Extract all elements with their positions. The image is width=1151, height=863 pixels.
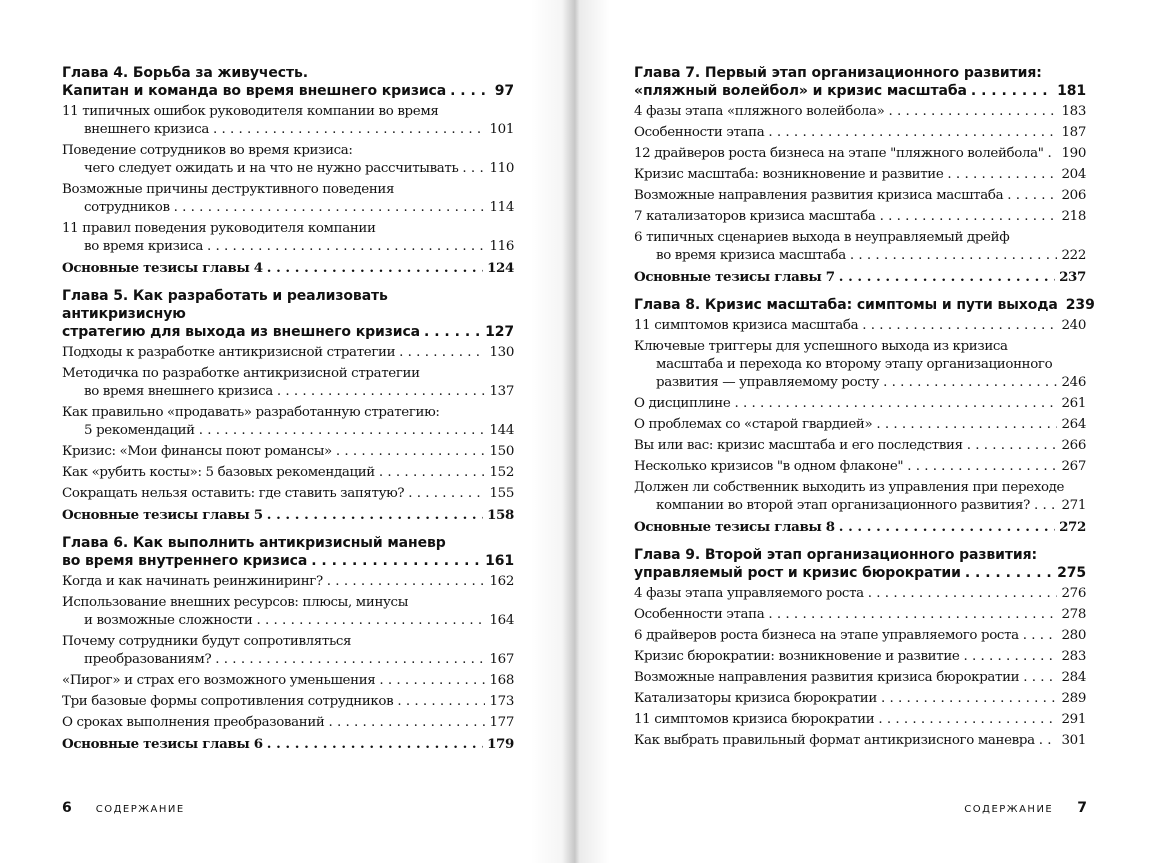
entry-page-number: 289 bbox=[1061, 691, 1086, 706]
entry-page-number: 101 bbox=[489, 122, 514, 137]
toc-entry bbox=[634, 208, 1086, 226]
dot-leader bbox=[1023, 627, 1058, 645]
entry-row bbox=[62, 199, 514, 217]
entry-row bbox=[62, 443, 514, 461]
toc-entry bbox=[62, 672, 514, 690]
dot-leader bbox=[734, 395, 1057, 413]
dot-leader bbox=[1048, 145, 1058, 163]
chapter-title-line: Глава 8. Кризис масштаба: симптомы и пути выхода bbox=[634, 297, 1058, 313]
entry-row bbox=[634, 208, 1086, 226]
page-number: 6 bbox=[62, 800, 72, 816]
entry-row bbox=[62, 693, 514, 711]
dot-leader bbox=[215, 651, 485, 669]
running-head: СОДЕРЖАНИЕ bbox=[95, 804, 185, 815]
dot-leader bbox=[1039, 732, 1058, 750]
chapter-title-row bbox=[62, 323, 514, 341]
entry-line: масштаба и перехода ко второму этапу организационного bbox=[656, 357, 1053, 372]
entry-line: Подходы к разработке антикризисной стратегии bbox=[62, 345, 396, 360]
dot-leader bbox=[174, 199, 486, 217]
entry-line: Как «рубить косты»: 5 базовых рекомендаций bbox=[62, 465, 375, 480]
entry-page-number: 206 bbox=[1061, 188, 1086, 203]
entry-line: Поведение сотрудников во время кризиса: bbox=[62, 143, 353, 158]
toc-entry bbox=[62, 404, 514, 440]
entry-line: преобразованиям? bbox=[84, 652, 212, 667]
entry-line: Как выбрать правильный формат антикризисного маневра bbox=[634, 733, 1035, 748]
entry-line: «Пирог» и страх его возможного уменьшения bbox=[62, 673, 376, 688]
entry-row bbox=[634, 585, 1086, 603]
toc-summary-entry bbox=[62, 735, 514, 753]
dot-leader bbox=[267, 259, 483, 277]
chapter-title-line: Глава 4. Борьба за живучесть. bbox=[62, 65, 308, 81]
toc-entry bbox=[62, 693, 514, 711]
dot-leader bbox=[883, 374, 1057, 392]
entry-page-number: 110 bbox=[489, 161, 514, 176]
entry-page-number: 144 bbox=[489, 423, 514, 438]
entry-row bbox=[62, 573, 514, 591]
dot-leader bbox=[880, 208, 1058, 226]
entry-page-number: 271 bbox=[1061, 498, 1086, 513]
toc-entry bbox=[634, 606, 1086, 624]
entry-row bbox=[62, 238, 514, 256]
chapter-title-line: «пляжный волейбол» и кризис масштаба bbox=[634, 83, 967, 99]
entry-line: Когда и как начинать реинжиниринг? bbox=[62, 574, 323, 589]
chapter-page-number: 127 bbox=[485, 324, 514, 340]
entry-line: 7 катализаторов кризиса масштаба bbox=[634, 209, 876, 224]
toc-entry bbox=[634, 229, 1086, 265]
entry-line: О сроках выполнения преобразований bbox=[62, 715, 325, 730]
toc-chapter bbox=[62, 64, 514, 277]
dot-leader bbox=[462, 160, 485, 178]
chapter-title-line: во время внутреннего кризиса bbox=[62, 553, 308, 569]
entry-line: 6 драйверов роста бизнеса на этапе управляемого роста bbox=[634, 628, 1019, 643]
entry-row bbox=[634, 317, 1086, 335]
chapter-heading bbox=[62, 64, 514, 100]
toc-entry bbox=[62, 594, 514, 630]
entry-line: Кризис бюрократии: возникновение и развитие bbox=[634, 649, 960, 664]
toc-entry bbox=[62, 633, 514, 669]
chapter-page-number: 181 bbox=[1057, 83, 1086, 99]
chapter-page-number: 97 bbox=[494, 83, 514, 99]
toc-entry bbox=[634, 711, 1086, 729]
entry-row bbox=[634, 268, 1086, 286]
entry-page-number: 261 bbox=[1061, 396, 1086, 411]
chapter-title-row bbox=[634, 82, 1086, 100]
toc-entry bbox=[62, 142, 514, 178]
dot-leader bbox=[876, 416, 1057, 434]
chapter-heading bbox=[62, 534, 514, 570]
entry-page-number: 266 bbox=[1061, 438, 1086, 453]
entry-line: Возможные направления развития кризиса бюрократии bbox=[634, 670, 1020, 685]
entry-page-number: 272 bbox=[1059, 519, 1086, 535]
dot-leader bbox=[311, 552, 481, 570]
entry-line: Почему сотрудники будут сопротивляться bbox=[62, 634, 352, 649]
toc-entry bbox=[634, 317, 1086, 335]
chapter-title-line: Глава 9. Второй этап организационного развития: bbox=[634, 547, 1037, 563]
entry-row bbox=[634, 437, 1086, 455]
chapter-heading bbox=[634, 296, 1095, 314]
entry-row bbox=[634, 187, 1086, 205]
toc-entry bbox=[62, 464, 514, 482]
chapter-title-line: Глава 6. Как выполнить антикризисный маневр bbox=[62, 535, 446, 551]
toc-entry bbox=[634, 458, 1086, 476]
chapter-title-row bbox=[62, 82, 514, 100]
right-page-toc bbox=[634, 64, 1095, 760]
toc-entry bbox=[634, 479, 1086, 515]
chapter-title-line: стратегию для выхода из внешнего кризиса bbox=[62, 324, 421, 340]
entry-page-number: 158 bbox=[487, 507, 514, 523]
dot-leader bbox=[907, 458, 1057, 476]
toc-entry bbox=[62, 365, 514, 401]
entry-line: сотрудников bbox=[84, 200, 170, 215]
entry-line: 12 драйверов роста бизнеса на этапе "пляжного волейбола" bbox=[634, 146, 1044, 161]
entry-page-number: 183 bbox=[1061, 104, 1086, 119]
entry-page-number: 237 bbox=[1059, 269, 1086, 285]
entry-line: Сокращать нельзя оставить: где ставить запятую? bbox=[62, 486, 405, 501]
entry-line: и возможные сложности bbox=[84, 613, 253, 628]
chapter-heading bbox=[62, 287, 514, 341]
entry-page-number: 278 bbox=[1061, 607, 1086, 622]
entry-line: Катализаторы кризиса бюрократии bbox=[634, 691, 877, 706]
entry-line: Кризис масштаба: возникновение и развитие bbox=[634, 167, 944, 182]
toc-entry bbox=[634, 437, 1086, 455]
toc-entry bbox=[62, 443, 514, 461]
dot-leader bbox=[199, 422, 486, 440]
entry-line: О проблемах со «старой гвардией» bbox=[634, 417, 873, 432]
entry-line: во время внешнего кризиса bbox=[84, 384, 273, 399]
entry-page-number: 276 bbox=[1061, 586, 1086, 601]
entry-page-number: 291 bbox=[1061, 712, 1086, 727]
entry-line: Кризис: «Мои финансы поют романсы» bbox=[62, 444, 332, 459]
dot-leader bbox=[399, 344, 485, 362]
entry-page-number: 218 bbox=[1061, 209, 1086, 224]
entry-page-number: 187 bbox=[1061, 125, 1086, 140]
entry-page-number: 240 bbox=[1061, 318, 1086, 333]
dot-leader bbox=[971, 82, 1053, 100]
entry-row bbox=[62, 383, 514, 401]
entry-line: Использование внешних ресурсов: плюсы, минусы bbox=[62, 595, 409, 610]
toc-entry bbox=[634, 395, 1086, 413]
entry-page-number: 190 bbox=[1061, 146, 1086, 161]
chapter-title-line: Глава 5. Как разработать и реализовать антикризисную bbox=[62, 288, 388, 322]
toc-entry bbox=[62, 181, 514, 217]
entry-row bbox=[62, 259, 514, 277]
chapter-heading bbox=[634, 546, 1086, 582]
entry-row bbox=[62, 485, 514, 503]
entry-line: 4 фазы этапа управляемого роста bbox=[634, 586, 864, 601]
toc-chapter bbox=[62, 287, 514, 524]
dot-leader bbox=[397, 693, 485, 711]
entry-line: 11 симптомов кризиса масштаба bbox=[634, 318, 859, 333]
entry-line: Основные тезисы главы 7 bbox=[634, 269, 835, 285]
entry-page-number: 168 bbox=[489, 673, 514, 688]
entry-row bbox=[634, 395, 1086, 413]
entry-row bbox=[62, 714, 514, 732]
entry-row bbox=[62, 735, 514, 753]
dot-leader bbox=[888, 103, 1057, 121]
toc-entry bbox=[634, 166, 1086, 184]
dot-leader bbox=[768, 124, 1057, 142]
dot-leader bbox=[1007, 187, 1057, 205]
chapter-page-number: 275 bbox=[1057, 565, 1086, 581]
dot-leader bbox=[839, 518, 1055, 536]
entry-line: чего следует ожидать и на что не нужно рассчитывать bbox=[84, 161, 459, 176]
toc-chapter bbox=[634, 64, 1086, 286]
toc-entry bbox=[634, 585, 1086, 603]
entry-row bbox=[62, 344, 514, 362]
entry-page-number: 204 bbox=[1061, 167, 1086, 182]
chapter-title-row bbox=[634, 296, 1095, 314]
entry-line: 11 правил поведения руководителя компании bbox=[62, 221, 376, 236]
entry-page-number: 284 bbox=[1061, 670, 1086, 685]
entry-line: Три базовые формы сопротивления сотрудников bbox=[62, 694, 394, 709]
entry-line: Основные тезисы главы 5 bbox=[62, 507, 263, 523]
chapter-title-line: Глава 7. Первый этап организационного развития: bbox=[634, 65, 1042, 81]
entry-page-number: 280 bbox=[1061, 628, 1086, 643]
entry-row bbox=[634, 124, 1086, 142]
entry-page-number: 137 bbox=[489, 384, 514, 399]
dot-leader bbox=[207, 238, 485, 256]
chapter-heading bbox=[634, 64, 1086, 100]
toc-entry bbox=[634, 732, 1086, 750]
entry-page-number: 164 bbox=[489, 613, 514, 628]
dot-leader bbox=[379, 464, 486, 482]
entry-row bbox=[62, 160, 514, 178]
entry-line: Особенности этапа bbox=[634, 607, 765, 622]
toc-entry bbox=[62, 220, 514, 256]
dot-leader bbox=[327, 573, 486, 591]
entry-row bbox=[62, 422, 514, 440]
entry-page-number: 246 bbox=[1061, 375, 1086, 390]
dot-leader bbox=[267, 735, 483, 753]
entry-line: Несколько кризисов "в одном флаконе" bbox=[634, 459, 904, 474]
toc-summary-entry bbox=[634, 268, 1086, 286]
entry-line: Как правильно «продавать» разработанную стратегию: bbox=[62, 405, 440, 420]
chapter-page-number: 161 bbox=[485, 553, 514, 569]
entry-line: Основные тезисы главы 4 bbox=[62, 260, 263, 276]
entry-row bbox=[634, 247, 1086, 265]
dot-leader bbox=[1023, 669, 1057, 687]
dot-leader bbox=[450, 82, 491, 100]
entry-line: во время кризиса bbox=[84, 239, 203, 254]
toc-chapter bbox=[634, 546, 1086, 750]
entry-row bbox=[62, 651, 514, 669]
entry-row bbox=[634, 166, 1086, 184]
entry-line: Возможные направления развития кризиса масштаба bbox=[634, 188, 1004, 203]
entry-row bbox=[634, 627, 1086, 645]
toc-summary-entry bbox=[62, 259, 514, 277]
toc-entry bbox=[634, 103, 1086, 121]
dot-leader bbox=[408, 485, 485, 503]
entry-line: О дисциплине bbox=[634, 396, 731, 411]
toc-chapter bbox=[62, 534, 514, 753]
entry-page-number: 155 bbox=[489, 486, 514, 501]
dot-leader bbox=[881, 690, 1058, 708]
entry-row bbox=[634, 690, 1086, 708]
entry-row bbox=[634, 732, 1086, 750]
entry-line: 11 типичных ошибок руководителя компании во время bbox=[62, 104, 439, 119]
toc-entry bbox=[62, 344, 514, 362]
entry-line: Ключевые триггеры для успешного выхода из кризиса bbox=[634, 339, 1008, 354]
page-number: 7 bbox=[1077, 800, 1087, 816]
toc-entry bbox=[634, 187, 1086, 205]
right-page-footer bbox=[964, 797, 1087, 816]
entry-line: 5 рекомендаций bbox=[84, 423, 195, 438]
dot-leader bbox=[963, 648, 1057, 666]
entry-line: развития — управляемому росту bbox=[656, 375, 880, 390]
entry-row bbox=[62, 672, 514, 690]
dot-leader bbox=[768, 606, 1057, 624]
toc-chapter bbox=[634, 296, 1095, 536]
dot-leader bbox=[379, 672, 485, 690]
entry-page-number: 264 bbox=[1061, 417, 1086, 432]
entry-row bbox=[634, 145, 1086, 163]
entry-line: Основные тезисы главы 6 bbox=[62, 736, 263, 752]
toc-entry bbox=[634, 416, 1086, 434]
chapter-title-row bbox=[62, 552, 514, 570]
running-head: СОДЕРЖАНИЕ bbox=[964, 804, 1054, 815]
entry-line: внешнего кризиса bbox=[84, 122, 209, 137]
entry-page-number: 173 bbox=[489, 694, 514, 709]
entry-page-number: 116 bbox=[489, 239, 514, 254]
entry-page-number: 150 bbox=[489, 444, 514, 459]
entry-page-number: 179 bbox=[487, 736, 514, 752]
entry-row bbox=[62, 464, 514, 482]
toc-entry bbox=[634, 669, 1086, 687]
entry-line: Особенности этапа bbox=[634, 125, 765, 140]
dot-leader bbox=[1034, 497, 1058, 515]
entry-page-number: 301 bbox=[1061, 733, 1086, 748]
toc-entry bbox=[634, 627, 1086, 645]
entry-row bbox=[634, 711, 1086, 729]
entry-page-number: 162 bbox=[489, 574, 514, 589]
entry-row bbox=[634, 669, 1086, 687]
entry-row bbox=[634, 374, 1086, 392]
chapter-page-number: 239 bbox=[1065, 297, 1095, 313]
entry-row bbox=[634, 518, 1086, 536]
entry-page-number: 167 bbox=[489, 652, 514, 667]
dot-leader bbox=[965, 564, 1053, 582]
entry-page-number: 152 bbox=[489, 465, 514, 480]
toc-summary-entry bbox=[634, 518, 1086, 536]
dot-leader bbox=[213, 121, 485, 139]
dot-leader bbox=[267, 506, 483, 524]
entry-row bbox=[634, 648, 1086, 666]
dot-leader bbox=[328, 714, 485, 732]
entry-page-number: 130 bbox=[489, 345, 514, 360]
entry-row bbox=[62, 121, 514, 139]
dot-leader bbox=[967, 437, 1058, 455]
entry-page-number: 124 bbox=[487, 260, 514, 276]
dot-leader bbox=[839, 268, 1055, 286]
toc-entry bbox=[62, 573, 514, 591]
entry-row bbox=[62, 506, 514, 524]
dot-leader bbox=[868, 585, 1058, 603]
dot-leader bbox=[424, 323, 481, 341]
dot-leader bbox=[277, 383, 486, 401]
dot-leader bbox=[947, 166, 1057, 184]
toc-entry bbox=[634, 145, 1086, 163]
entry-line: Вы или вас: кризис масштаба и его последствия bbox=[634, 438, 963, 453]
entry-line: Основные тезисы главы 8 bbox=[634, 519, 835, 535]
entry-line: Методичка по разработке антикризисной стратегии bbox=[62, 366, 420, 381]
entry-line: компании во второй этап организационного развития? bbox=[656, 498, 1030, 513]
entry-row bbox=[634, 497, 1086, 515]
toc-entry bbox=[62, 103, 514, 139]
dot-leader bbox=[336, 443, 486, 461]
entry-line: Возможные причины деструктивного поведения bbox=[62, 182, 395, 197]
toc-entry bbox=[62, 485, 514, 503]
chapter-title-line: управляемый рост и кризис бюрократии bbox=[634, 565, 961, 581]
left-page-footer bbox=[62, 797, 185, 816]
dot-leader bbox=[850, 247, 1058, 265]
entry-page-number: 114 bbox=[489, 200, 514, 215]
entry-line: во время кризиса масштаба bbox=[656, 248, 846, 263]
dot-leader bbox=[862, 317, 1057, 335]
chapter-title-line: Капитан и команда во время внешнего кризиса bbox=[62, 83, 447, 99]
dot-leader bbox=[257, 612, 486, 630]
toc-entry bbox=[62, 714, 514, 732]
entry-page-number: 267 bbox=[1061, 459, 1086, 474]
entry-line: 4 фазы этапа «пляжного волейбола» bbox=[634, 104, 885, 119]
chapter-title-row bbox=[634, 564, 1086, 582]
toc-entry bbox=[634, 124, 1086, 142]
entry-row bbox=[62, 612, 514, 630]
book-gutter-shadow bbox=[530, 0, 610, 863]
toc-summary-entry bbox=[62, 506, 514, 524]
entry-line: 6 типичных сценариев выхода в неуправляемый дрейф bbox=[634, 230, 1010, 245]
entry-row bbox=[634, 606, 1086, 624]
entry-row bbox=[634, 103, 1086, 121]
entry-line: Должен ли собственник выходить из управления при переходе bbox=[634, 480, 1065, 495]
toc-entry bbox=[634, 648, 1086, 666]
toc-entry bbox=[634, 690, 1086, 708]
entry-page-number: 177 bbox=[489, 715, 514, 730]
left-page-toc bbox=[62, 64, 514, 763]
toc-entry bbox=[634, 338, 1086, 392]
entry-page-number: 283 bbox=[1061, 649, 1086, 664]
entry-line: 11 симптомов кризиса бюрократии bbox=[634, 712, 875, 727]
dot-leader bbox=[878, 711, 1057, 729]
entry-page-number: 222 bbox=[1061, 248, 1086, 263]
entry-row bbox=[634, 416, 1086, 434]
entry-row bbox=[634, 458, 1086, 476]
